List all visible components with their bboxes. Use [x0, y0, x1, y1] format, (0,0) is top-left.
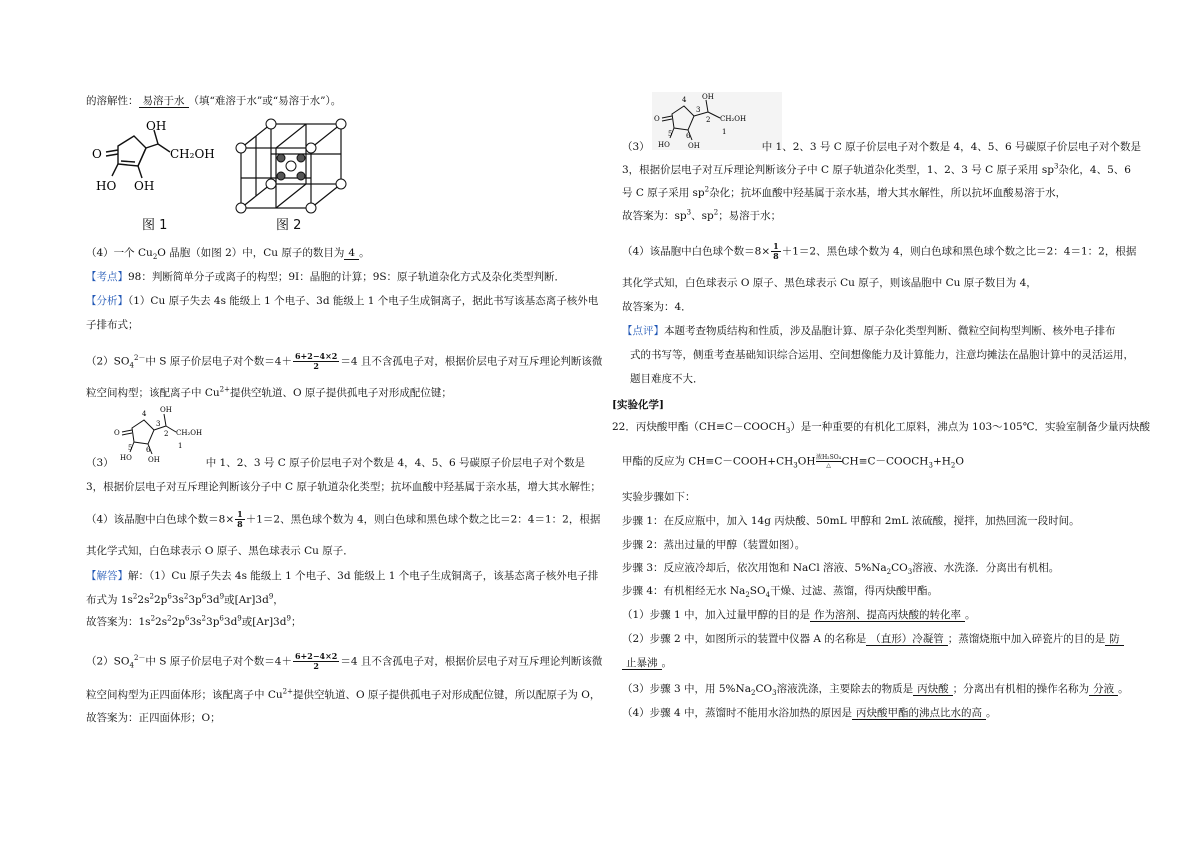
config-line-1: 布式为 $1s^22s^22p^63s^23p^63d^9$或$[Ar]3d^9$， — [86, 592, 284, 606]
svg-text:3: 3 — [156, 420, 161, 428]
kaodian-line: 【考点】98：判断简单分子或离子的构型；9I：晶胞的计算；9S：原子轨道杂化方式及杂化类型判断． — [86, 271, 566, 283]
sub-question-4: （4）步骤 4 中，蒸馏时不能用水浴加热的原因是 丙炔酸甲酯的沸点比水的高 。 — [622, 707, 997, 719]
dianping-line-1: 【点评】本题考查物质结构和性质，涉及晶胞计算、原子杂化类型判断、微粒空间构型判断、核外电子排布 — [622, 325, 1116, 337]
analysis-3-line-1: （3） 中 1、2、3 号 C 原子价层电子对个数是 4，4、5、6 号碳原子价层电子对个数是 — [86, 457, 586, 469]
svg-text:O: O — [114, 429, 120, 437]
answer-removed-substance: 丙炔酸 — [913, 683, 953, 696]
analysis-4-line-1: （4）该晶胞中白色球个数＝8× $\frac{1}{8}$ ＋1＝2、黑色球个数为 4，则白色球和黑色球个数之比＝2：4＝1：2，根据 — [86, 509, 601, 529]
solubility-line: 的溶解性： 易溶于水 （填“难溶于水”或“易溶于水”）。 — [86, 95, 342, 107]
reaction-arrow: 浓H₂SO₄ △ — [815, 454, 842, 469]
answer-2-line-2: 粒空间构型为正四面体形；该配离子中 $Cu^{2+}$提供空轨道、O 原子提供孤电子对形成配位键，所以配原子为 O， — [86, 687, 601, 701]
fenxi-line-1: 【分析】（1）Cu 原子失去 4s 能级上 1 个电子、3d 能级上 1 个电子生成铜离子，据此书写该基态离子核外电 — [86, 295, 599, 307]
fenxi-tag: 【分析】 — [86, 295, 128, 307]
step-3: 步骤 3：反应液冷却后，依次用饱和 NaCl 溶液、$5\%Na_2CO_3$溶液、水洗涤．分离出有机相。 — [622, 562, 1060, 577]
answer-instrument-a: （直形）冷凝管 — [866, 633, 948, 646]
svg-text:5: 5 — [668, 130, 673, 138]
svg-text:HO: HO — [96, 179, 117, 193]
svg-text:4: 4 — [142, 410, 147, 418]
answer-3-line-2: 3，根据价层电子对互斥理论判断该分子中 C 原子轨道杂化类型，1、2、3 号 C 原子采用 $sp^3$杂化，4、5、6 — [622, 162, 1131, 176]
answer-cu-count: 4 — [344, 247, 359, 260]
answer-3-line-1: （3） 中 1、2、3 号 C 原子价层电子对个数是 4，4、5、6 号碳原子价层电子对个数是 — [622, 141, 1142, 153]
answer-4-line-3: 故答案为：4． — [622, 301, 692, 313]
svg-text:CH₂OH: CH₂OH — [170, 147, 215, 161]
jieda-line: 【解答】解：（1）Cu 原子失去 4s 能级上 1 个电子、3d 能级上 1 个电子生成铜离子，该基态离子核外电子排 — [86, 570, 599, 582]
svg-text:2: 2 — [164, 430, 169, 438]
jieda-tag: 【解答】 — [86, 570, 128, 582]
answer-3-line-3: 号 C 原子采用 $sp^2$杂化；抗坏血酸中羟基属于亲水基，增大其水解性，所以抗坏血酸易溶于水， — [622, 185, 1067, 199]
svg-text:O: O — [654, 115, 660, 123]
svg-text:OH: OH — [160, 406, 172, 414]
svg-text:3: 3 — [696, 106, 701, 114]
svg-text:HO: HO — [120, 454, 132, 462]
analysis-4-line-2: 其化学式知，白色球表示 O 原子、黑色球表示 Cu 原子． — [86, 545, 354, 557]
step-4: 步骤 4：有机相经无水 $Na_2SO_4$干燥、过滤、蒸馏，得丙炔酸甲酯。 — [622, 585, 939, 600]
right-column — [612, 0, 1150, 848]
question-4-line: （4）一个 $Cu_2O$ 晶胞（如图 2）中，Cu 原子的数目为 4 。 — [86, 247, 370, 262]
answer-4-line-2: 其化学式知，白色球表示 O 原子、黑色球表示 Cu 原子，则该晶胞中 Cu 原子数目为 4， — [622, 277, 1037, 289]
analysis-3-line-2: 3，根据价层电子对互斥理论判断该分子中 C 原子轨道杂化类型；抗坏血酸中羟基属于亲水基，增大其水解性； — [86, 481, 601, 493]
answer-3-line-4: 故答案为：$sp^3$、$sp^2$；易溶于水； — [622, 208, 782, 222]
svg-text:OH: OH — [688, 142, 700, 150]
sub-question-2-line-2: 止暴沸 。 — [622, 656, 672, 670]
answer-4-line-1: （4）该晶胞中白色球个数＝8× $\frac{1}{8}$ ＋1＝2、黑色球个数为 4，则白色球和黑色球个数之比＝2：4＝1：2，根据 — [622, 241, 1137, 261]
svg-text:2: 2 — [706, 116, 711, 124]
svg-text:6: 6 — [146, 446, 151, 454]
svg-text:4: 4 — [682, 96, 687, 104]
svg-text:OH: OH — [148, 456, 160, 464]
svg-text:CH₂OH: CH₂OH — [720, 115, 747, 123]
svg-text:1: 1 — [722, 128, 727, 136]
step-1: 步骤 1：在反应瓶中，加入 14g 丙炔酸、50mL 甲醇和 2mL 浓硫酸，搅拌，加热回流一段时间。 — [622, 515, 1080, 527]
analysis-2-line-1: $(2)SO_4^{2-}$中 S 原子价层电子对个数＝4＋ $\frac{6+2-4\times 2}{2}$ ＝4 且不含孤电子对，根据价层电子对互斥理论判断该微 — [86, 351, 603, 371]
svg-text:OH: OH — [702, 93, 714, 101]
dianping-line-3: 题目难度不大． — [630, 373, 704, 385]
sub-question-1: （1）步骤 1 中，加入过量甲醇的目的是 作为溶剂、提高丙炔酸的转化率 。 — [622, 609, 976, 621]
answer-solubility: 易溶于水 — [139, 95, 189, 108]
left-column — [86, 0, 606, 848]
answer-zeramics-purpose-b: 止暴沸 — [622, 657, 662, 670]
figure-1-molecule — [86, 118, 216, 198]
figure-2-crystal-cell — [231, 118, 351, 218]
dianping-line-2: 式的书写等，侧重考查基础知识综合运用、空间想像能力及计算能力，注意均摊法在晶胞计算中的灵活运用， — [630, 349, 1134, 361]
kaodian-tag: 【考点】 — [86, 271, 128, 283]
section-title: [实验化学] — [612, 399, 664, 411]
answer-2-line-1: $(2)SO_4^{2-}$中 S 原子价层电子对个数＝4＋ $\frac{6+2-4\times 2}{2}$ ＝4 且不含孤电子对，根据价层电子对互斥理论判断该微 — [86, 651, 603, 671]
dianping-tag: 【点评】 — [622, 325, 664, 337]
svg-text:O: O — [92, 147, 102, 161]
answer-excess-methanol: 作为溶剂、提高丙炔酸的转化率 — [810, 609, 965, 622]
svg-text:CH₂OH: CH₂OH — [176, 429, 203, 437]
svg-text:6: 6 — [686, 132, 691, 140]
svg-text:5: 5 — [128, 444, 133, 452]
sub-question-2-line-1: （2）步骤 2 中，如图所示的装置中仪器 A 的名称是 （直形）冷凝管 ；蒸馏烧瓶中加入碎瓷片的目的是 防 — [622, 632, 1124, 646]
config-line-2: 故答案为：$1s^22s^22p^63s^23p^63d^9$或$[Ar]3d^9$； — [86, 614, 302, 628]
answer-2-line-3: 故答案为：正四面体形；O； — [86, 712, 221, 724]
fenxi-line-2: 子排布式； — [86, 319, 139, 331]
svg-text:OH: OH — [134, 179, 155, 193]
figure-2-caption: 图 2 — [276, 218, 302, 233]
sub-question-3: （3）步骤 3 中，用 $5\%Na_2CO_3$溶液洗涤，主要除去的物质是 丙炔酸 ；分离出有机相的操作名称为 分液 。 — [622, 683, 1129, 698]
answer-no-water-bath: 丙炔酸甲酯的沸点比水的高 — [852, 707, 986, 720]
figure-1-caption: 图 1 — [142, 218, 168, 233]
step-2: 步骤 2：蒸出过量的甲醇（装置如图）。 — [622, 539, 806, 551]
steps-title: 实验步骤如下： — [622, 491, 696, 503]
answer-zeramics-purpose-a: 防 — [1105, 633, 1124, 646]
svg-text:HO: HO — [658, 141, 670, 149]
answer-separation-method: 分液 — [1089, 683, 1118, 696]
question-22-line-1: 22．丙炔酸甲酯$(CH\equiv C-COOCH_3)$是一种重要的有机化工原料，沸点为 103～105℃．实验室制备少量丙炔酸 — [612, 421, 1150, 436]
svg-text:OH: OH — [146, 119, 167, 133]
svg-text:1: 1 — [178, 442, 183, 450]
question-22-reaction: 甲酯的反应为 $CH\equiv C-COOH+CH_3OH$ 浓H₂SO₄ △ $CH\equiv C-COOCH_3+H_2O$ — [622, 454, 964, 470]
analysis-2-line-2: 粒空间构型；该配离子中 $Cu^{2+}$提供空轨道、O 原子提供孤电子对形成配位键； — [86, 385, 452, 399]
